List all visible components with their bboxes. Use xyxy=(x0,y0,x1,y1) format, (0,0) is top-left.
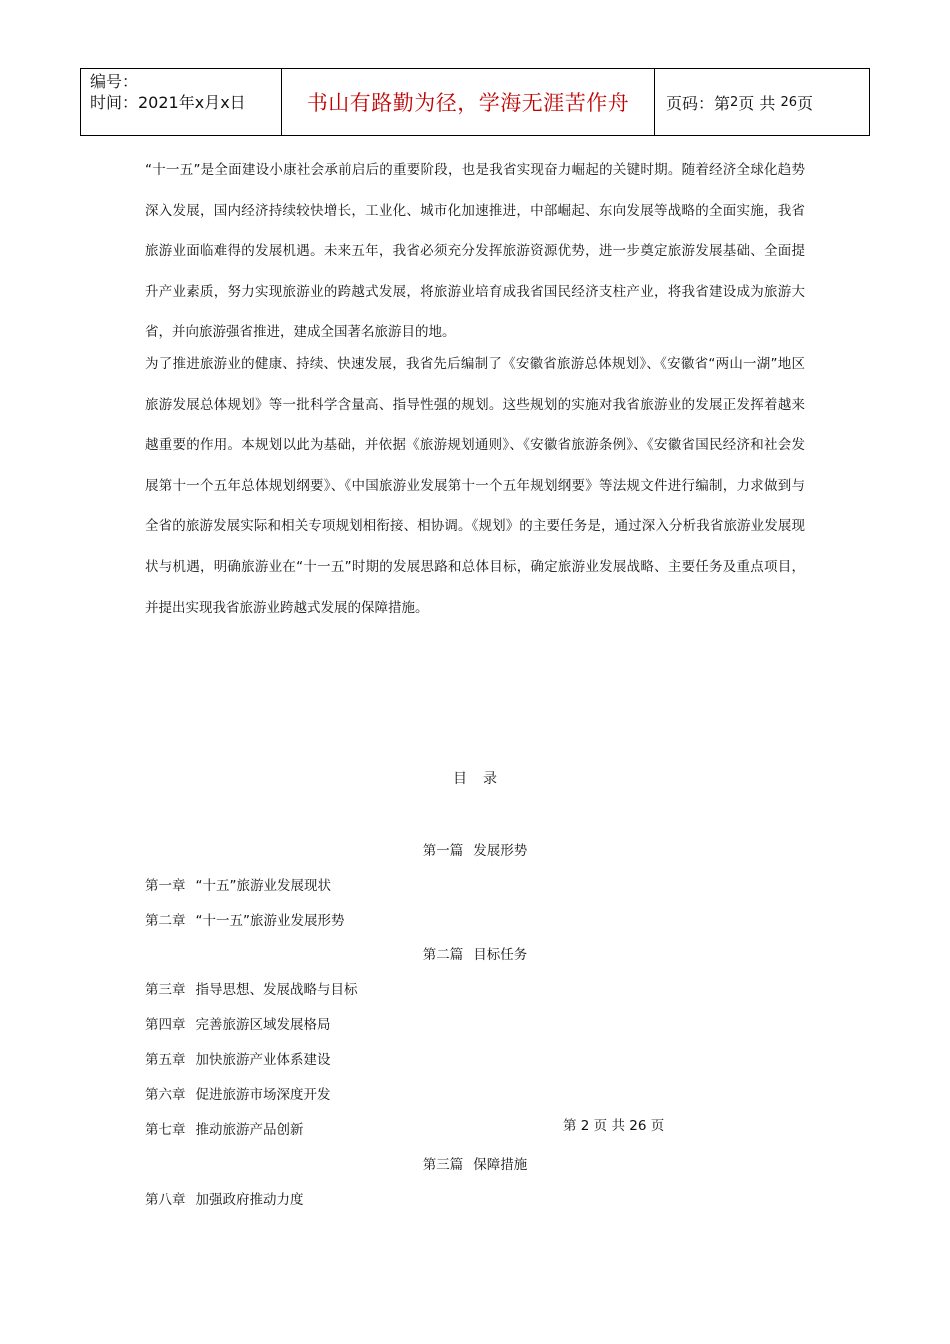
toc-chap-name: 指导思想、发展战略与目标 xyxy=(195,982,358,998)
page-footer: 第 2 页 共 26 页 xyxy=(563,1118,665,1134)
toc-title-b: 录 xyxy=(483,771,497,787)
page-total: 26 xyxy=(780,94,798,110)
toc-chap-num: 第六章 xyxy=(145,1087,186,1103)
header-motto: 书山有路勤为径，学海无涯苦作舟 xyxy=(282,69,655,135)
toc-chap-num: 第四章 xyxy=(145,1017,186,1033)
toc-chap-name: 加强政府推动力度 xyxy=(195,1192,304,1208)
toc-part-name: 目标任务 xyxy=(473,947,528,963)
body-paragraph-1: “十一五”是全面建设小康社会承前启后的重要阶段，也是我省实现奋力崛起的关键时期。随着经济全球化趋势深入发展，国内经济持续较快增长，工业化、城市化加速推进，中部崛起、东向发展等战略的全面实施，我省旅游业面临难得的发展机遇。未来五年，我省必须充分发挥旅游资源优势，进一步奠定旅游发展基础、全面提升产业素质，努力实现旅游业的跨越式发展，将旅游业培育成我省国民经济支柱产业，将我省建设成为旅游大省，并向旅游强省推进，建成全国著名旅游目的地。 xyxy=(145,162,805,341)
toc-chap-num: 第五章 xyxy=(145,1052,186,1068)
page-current: 2 xyxy=(730,94,739,110)
toc-chap-name: 加快旅游产业体系建设 xyxy=(195,1052,331,1068)
page-prefix: 页码：第 xyxy=(666,93,731,113)
toc-chapter-2 xyxy=(145,909,345,929)
toc-chap-num: 第八章 xyxy=(145,1192,186,1208)
page-mid: 页 共 xyxy=(738,93,776,113)
toc-chap-num: 第七章 xyxy=(145,1122,186,1138)
toc-part-2 xyxy=(0,943,950,963)
toc-part-1 xyxy=(0,839,950,859)
toc-part-num: 第一篇 xyxy=(422,843,464,859)
toc-part-name: 发展形势 xyxy=(473,843,528,859)
toc-chap-num: 第一章 xyxy=(145,878,186,894)
toc-part-num: 第三篇 xyxy=(422,1157,464,1173)
document-header xyxy=(80,68,870,136)
toc-chap-num: 第二章 xyxy=(145,913,186,929)
toc-chap-name: “十五”旅游业发展现状 xyxy=(195,878,331,894)
toc-chapter-1 xyxy=(145,874,331,894)
toc-chapter-7 xyxy=(145,1118,304,1138)
toc-chap-name: 推动旅游产品创新 xyxy=(195,1122,304,1138)
toc-chapter-8 xyxy=(145,1188,304,1208)
toc-chapter-4 xyxy=(145,1013,331,1033)
toc-part-3 xyxy=(0,1153,950,1173)
header-info-cell xyxy=(81,69,282,135)
toc-chap-name: “十一五”旅游业发展形势 xyxy=(195,913,345,929)
toc-chap-name: 促进旅游市场深度开发 xyxy=(195,1087,331,1103)
toc-chapter-5 xyxy=(145,1048,331,1068)
body-paragraph-2: 为了推进旅游业的健康、持续、快速发展，我省先后编制了《安徽省旅游总体规划》、《安徽省“两山一湖”地区旅游发展总体规划》等一批科学含量高、指导性强的规划。这些规划的实施对我省旅游业的发展正发挥着越来越重要的作用。本规划以此为基础，并依据《旅游规划通则》、《安徽省旅游条例》、《安徽省国民经济和社会发展第十一个五年总体规划纲要》、《中国旅游业发展第十一个五年规划纲要》等法规文件进行编制，力求做到与全省的旅游发展实际和相关专项规划相衔接、相协调。《规划》的主要任务是，通过深入分析我省旅游业发展现状与机遇，明确旅游业在“十一五”时期的发展思路和总体目标，确定旅游业发展战略、主要任务及重点项目，并提出实现我省旅游业跨越式发展的保障措施。 xyxy=(145,356,805,616)
toc-chapter-3 xyxy=(145,978,358,998)
page-suffix: 页 xyxy=(797,93,814,113)
serial-number-label: 编号： xyxy=(90,72,139,91)
toc-part-num: 第二篇 xyxy=(422,947,464,963)
toc-part-name: 保障措施 xyxy=(473,1157,528,1173)
toc-chapter-6 xyxy=(145,1083,331,1103)
header-page-number xyxy=(655,69,869,135)
date-label: 时间：2021年x月x日 xyxy=(90,93,246,112)
toc-title-a: 目 xyxy=(453,771,467,787)
toc-chap-name: 完善旅游区域发展格局 xyxy=(195,1017,331,1033)
toc-title xyxy=(0,768,950,788)
toc-chap-num: 第三章 xyxy=(145,982,186,998)
